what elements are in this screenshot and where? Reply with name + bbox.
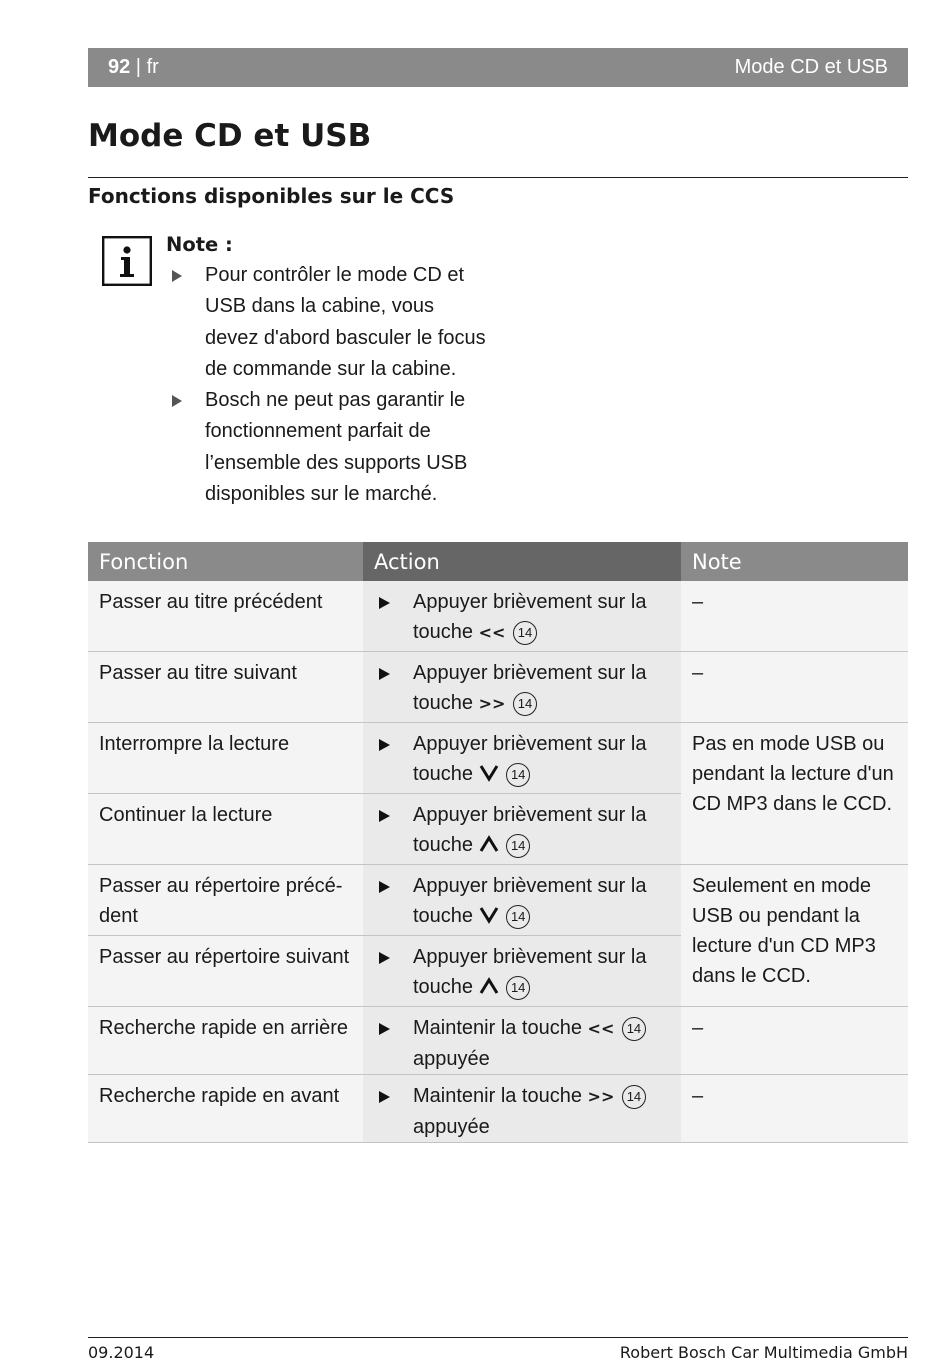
info-icon [102,236,152,286]
footer-divider [88,1337,908,1338]
circled-ref-number: 14 [506,763,530,787]
function-cell: Recherche rapide en arrière [88,1007,363,1075]
function-cell: Passer au titre suivant [88,652,363,723]
action-arrow-icon [379,668,390,680]
table-header-row [88,542,908,581]
action-arrow-icon [379,1091,390,1103]
action-cell [363,936,681,1007]
note-item [170,260,490,385]
circled-ref-number: 14 [506,834,530,858]
page-number: 92 [108,56,131,78]
function-cell: Recherche rapide en avant [88,1075,363,1143]
table-row [88,581,908,652]
action-arrow-icon [379,810,390,822]
action-cell [363,652,681,723]
action-text: Appuyer brièvement sur la touche [413,591,647,643]
table-row [88,652,908,723]
table-row [88,723,908,794]
footer-company: Robert Bosch Car Multimedia GmbH [619,1343,908,1362]
circled-ref-number: 14 [506,905,530,929]
column-header-function: Fonction [88,542,363,581]
action-text: Appuyer brièvement sur la touche [413,875,647,927]
note-text: Pour contrôler le mode CD et USB dans la cabine, vous devez d'abord basculer le focus de commande sur la cabine. [205,264,486,380]
chevron-down-icon [479,764,499,782]
circled-ref-number: 14 [506,976,530,1000]
header-section: Mode CD et USB [734,56,888,78]
action-arrow-icon [379,881,390,893]
action-cell [363,723,681,794]
chevron-up-icon [479,835,499,853]
circled-ref-number: 14 [513,621,537,645]
bullet-arrow-icon [172,270,182,282]
page-header [88,48,908,87]
note-cell: Pas en mode USB ou pendant la lecture d'un CD MP3 dans le CCD. [681,723,908,865]
table-row [88,865,908,936]
function-cell: Continuer la lecture [88,794,363,865]
circled-ref-number: 14 [622,1017,646,1041]
function-cell: Interrompre la lecture [88,723,363,794]
column-header-note: Note [681,542,908,581]
action-text: Appuyer brièvement sur la touche [413,946,647,998]
action-cell [363,1075,681,1143]
action-text: Appuyer brièvement sur la touche [413,733,647,785]
title-divider [88,177,908,178]
chevron-up-icon [479,977,499,995]
action-arrow-icon [379,1023,390,1035]
note-cell: – [681,581,908,652]
function-cell: Passer au répertoire précé-dent [88,865,363,936]
function-cell: Passer au répertoire suivant [88,936,363,1007]
column-header-action: Action [363,542,681,581]
action-arrow-icon [379,739,390,751]
bullet-arrow-icon [172,395,182,407]
note-cell: Seulement en mode USB ou pendant la lecture d'un CD MP3 dans le CCD. [681,865,908,1007]
action-arrow-icon [379,597,390,609]
chevron-down-icon [479,906,499,924]
note-text: Bosch ne peut pas garantir le fonctionnement parfait de l’ensemble des supports USB disponibles sur le marché. [205,389,468,506]
rewind-key-symbol: << [587,1019,615,1038]
action-arrow-icon [379,952,390,964]
action-cell [363,865,681,936]
footer-date: 09.2014 [88,1343,155,1362]
language-code: fr [146,56,159,78]
note-list [170,260,490,510]
note-item [170,385,490,510]
previous-key-symbol: << [478,623,506,642]
action-text: Appuyer brièvement sur la touche [413,662,647,714]
functions-table [88,542,908,1143]
note-cell: – [681,1075,908,1143]
forward-key-symbol: >> [587,1087,615,1106]
action-suffix: appuyée [413,1116,490,1138]
action-cell [363,581,681,652]
section-title: Fonctions disponibles sur le CCS [88,184,455,208]
note-title: Note : [166,233,233,256]
action-text: Appuyer brièvement sur la touche [413,804,647,856]
note-cell: – [681,652,908,723]
table-row [88,1075,908,1143]
note-cell: – [681,1007,908,1075]
table-row [88,1007,908,1075]
page-title: Mode CD et USB [88,118,372,154]
function-cell: Passer au titre précédent [88,581,363,652]
action-suffix: appuyée [413,1048,490,1070]
action-text: Maintenir la touche [413,1017,582,1039]
action-cell [363,794,681,865]
header-left [108,56,159,79]
circled-ref-number: 14 [513,692,537,716]
next-key-symbol: >> [478,694,506,713]
header-separator: | [130,56,147,78]
action-cell [363,1007,681,1075]
action-text: Maintenir la touche [413,1085,582,1107]
circled-ref-number: 14 [622,1085,646,1109]
